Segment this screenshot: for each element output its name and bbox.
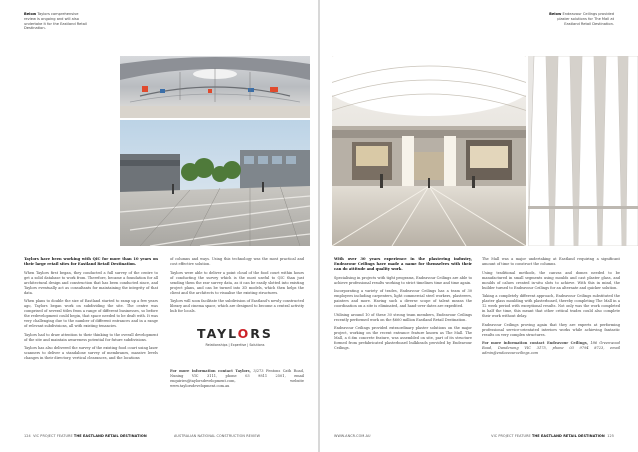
article-lead-paragraph: With over 30 years experience in the plastering industry, Endeavour Ceilings have made a name for themselves with their can do attitude and quality work.	[334, 257, 472, 271]
article-paragraph: Incorporating a variety of trades, Endeavour Ceilings has a team of 30 employees including carpenters, light commercial steel workers, plasterers, painters and more. Having such a diverse scope of talent means the coordination on a site is eliminated, and hand-over dates are expedited.	[334, 289, 472, 309]
article-paragraph: Taylors has also delivered the survey of the existing food court using laser scanners to deliver a standalone survey of membranes, massive levels changes in their directory, vertical clearances, and the locations	[24, 346, 158, 361]
right-page-column-2	[482, 257, 620, 360]
publication-name: AUSTRALIAN NATIONAL CONSTRUCTION REVIEW	[174, 434, 261, 438]
article-paragraph: The Mall was a major undertaking at Eastland requiring a significant amount of time to construct the columns.	[482, 257, 620, 266]
article-paragraph: Utilising around 10 of these 30 strong team members, Endeavour Ceilings recently performed work on the $660 million Eastland Retail Destination.	[334, 312, 472, 322]
right-page	[320, 0, 638, 452]
left-photo-caption: Below Taylors comprehensive review is ongoing and will also undertake it for the Eastland Retail Destination.	[24, 12, 87, 31]
left-page	[0, 0, 318, 452]
page-number: 125	[607, 434, 614, 438]
point-cloud-panorama-photo	[120, 56, 310, 118]
article-paragraph: Endeavour Ceilings proving again that they are experts at performing professional service-orientated interiors works while achieving fantastic results on very complex structures.	[482, 322, 620, 337]
right-photo-caption: Below Endeavour Ceilings provided plaster solutions for The Mall at Eastland Retail Destination.	[549, 12, 614, 26]
eastland-plaza-photo	[120, 120, 310, 246]
article-paragraph: When Taylors first began, they conducted a full survey of the centre to get a solid database to work from. Therefore, became a foundation for all architectural design and construction that has been conducted since, and Taylors eventually act as consultants for maintaining the integrity of that data.	[24, 270, 158, 295]
page-number: 124	[24, 434, 31, 438]
left-page-column-2	[170, 257, 304, 318]
taylors-tagline: Relationships | Expertise | Solutions	[205, 343, 265, 347]
right-page-column-1	[334, 257, 472, 355]
left-page-column-1	[24, 257, 158, 365]
article-paragraph: Taking a completely different approach, Endeavour Ceilings substituted the plaster glass moulding with plasterboard, thereby completing The Mall in a 12 week period with exceptional results. Not only was the work completed in half the time, this meant that other critical trades could also complete their work without delay.	[482, 294, 620, 319]
article-paragraph: Specialising in projects with tight programs, Endeavour Ceilings are able to achieve professional results working to strict timelines time and time again.	[334, 275, 472, 285]
right-page-footer: VIC PROJECT FEATURE THE EASTLAND RETAIL DESTINATION 125	[491, 434, 614, 438]
taylors-contact-info: For more information contact Taylors, 3/273 Fentons Cath Road, Nuning VIC 3111, phone 03 9811 2501, email enquiries@taylorsdevelopment.com, website www.taylorsdevelopment.com.au	[170, 369, 304, 388]
endeavour-contact-info: For more information contact Endeavour Ceilings, 186 Greenwood Road, Dandenong VIC 3175, phone 03 9794 8723, email admin@endeavourceilings.com	[482, 341, 620, 356]
the-mall-interior-photo	[332, 56, 526, 246]
columns-ceiling-photo	[528, 56, 638, 246]
article-paragraph: Taylors were able to deliver a point cloud of the food court within hours of conducting the survey which is the most useful to QIC than just sending them the raw survey data, as it can be easily slotted into existing project plans, and can be turned into 3D models, which then helps the client and the architects to visualise the existing structures.	[170, 270, 304, 295]
left-page-footer: 124 VIC PROJECT FEATURE THE EASTLAND RETAIL DESTINATION	[24, 434, 147, 438]
article-paragraph: Using traditional methods, the canvas and domes needed to be manufactured in small segments using moulds and cast plaster glass, and moulds of calues created in-situ slots to achieve. With this in mind, the builder turned to Endeavour Ceilings for an alternate and quicker solution.	[482, 270, 620, 290]
article-paragraph: Endeavour Ceilings provided extraordinary plaster solutions on the major project, working on the recent entrance feature known as The Mall. The Mall, a 6.6m concrete feature, was assembled on site, part of its structure formed from prefabricated plasterboard bulkheads provided by Endeavour Ceilings.	[334, 326, 472, 351]
article-paragraph: of columns and ways. Using this technology was the most practical and cost effective solution.	[170, 257, 304, 266]
website-url: WWW.ANCR.COM.AU	[334, 434, 371, 438]
taylors-logo: TAYLORS Relationships | Expertise | Solutions	[197, 326, 273, 347]
article-paragraph: Taylors had to draw attention to their thinking to the overall development of the site and maintain awareness potential for future subdivisions.	[24, 332, 158, 342]
article-paragraph: When plans to double the size of Eastland started to ramp up a few years ago, Taylors began work on subdividing the site. The centre was comprised of several titles from a range of different businesses, so before the redevelopment could begin, that space needed to be dealt with. It was very challenging due to the number of different entrances and in a range of relevant subdivisions, all with existing tenancies.	[24, 299, 158, 329]
article-lead-paragraph: Taylors have been working with QIC for more than 10 years on their large retail sites for Eastland Retail Destination.	[24, 257, 158, 266]
article-paragraph: Taylors will soon facilitate the subdivision of Eastland's newly constructed library and cinema space, which are designed to become a central activity hub for locals.	[170, 299, 305, 314]
